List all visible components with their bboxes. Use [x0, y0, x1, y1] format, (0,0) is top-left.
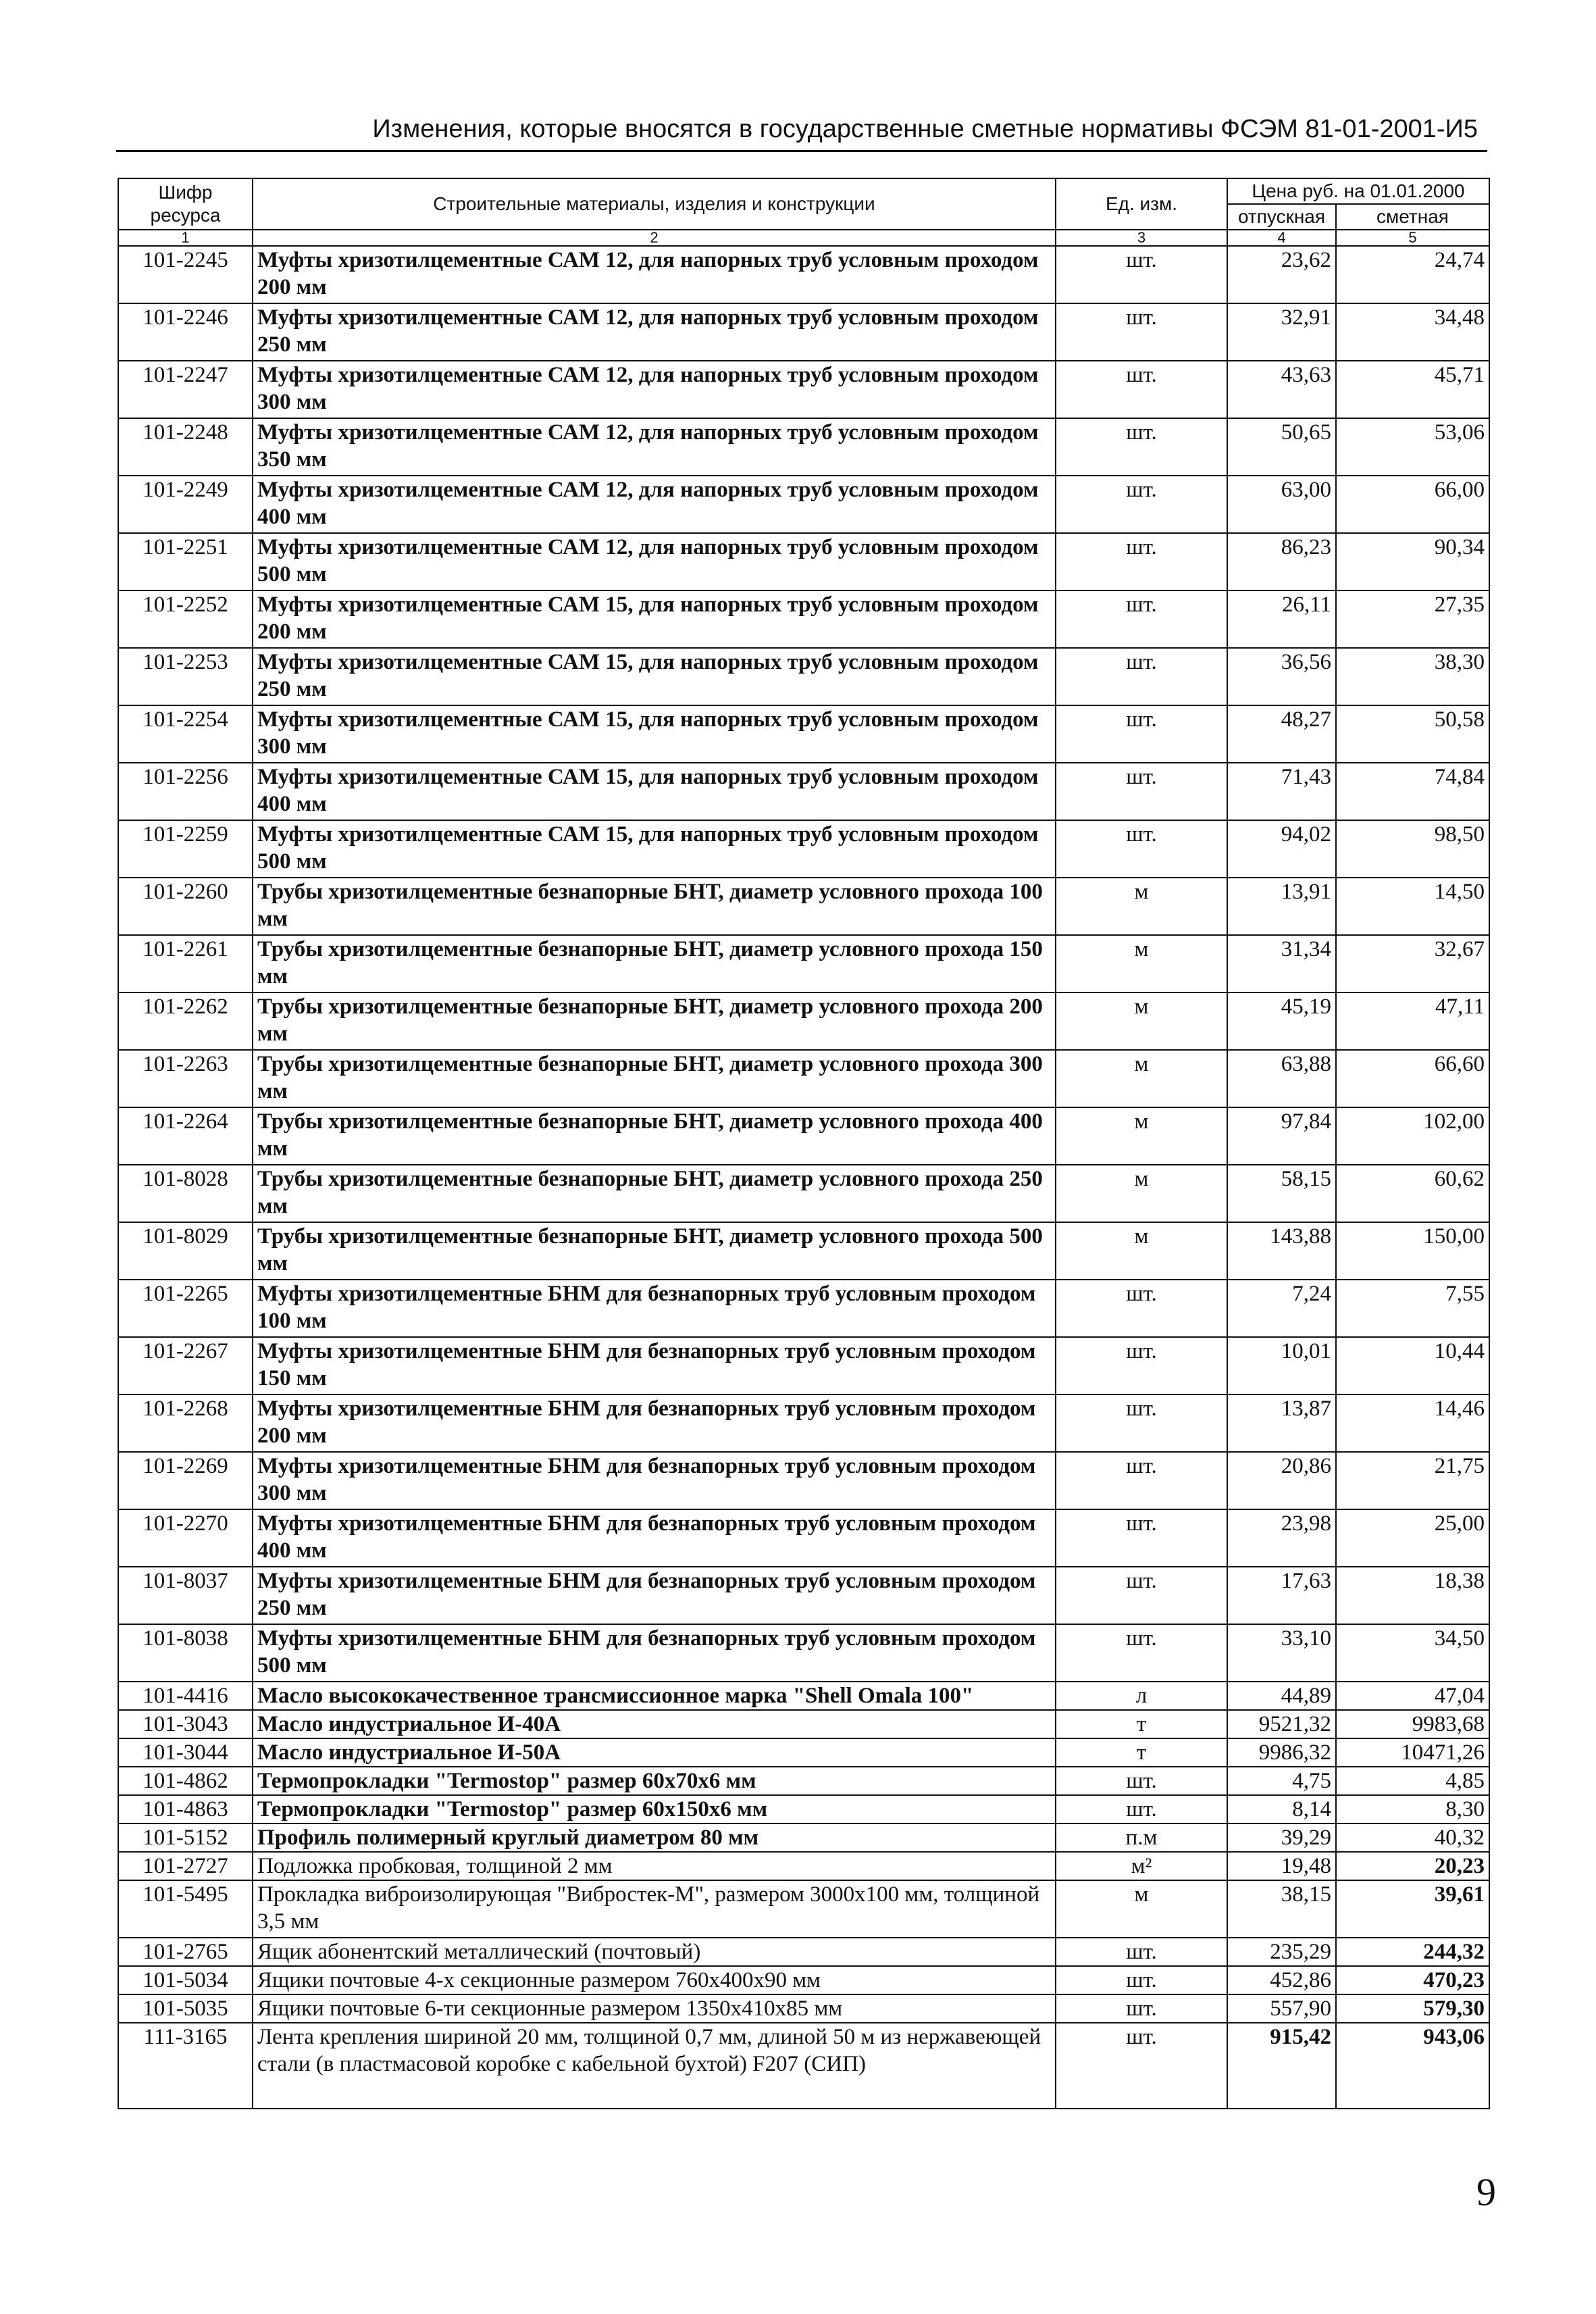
table-row	[118, 1280, 1489, 1337]
unit-cell: шт.	[1056, 648, 1227, 705]
release-price-cell: 10,01	[1227, 1337, 1336, 1394]
resource-code-cell: 101-2265	[118, 1280, 253, 1337]
col-number: 3	[1056, 230, 1227, 246]
estimate-price-cell: 18,38	[1336, 1567, 1489, 1624]
material-name-cell: Муфты хризотилцементные БНМ для безнапорных труб условным проходом 100 мм	[253, 1280, 1056, 1337]
estimate-price-cell: 150,00	[1336, 1222, 1489, 1280]
estimate-price-cell: 38,30	[1336, 648, 1489, 705]
material-name-cell: Муфты хризотилцементные САМ 12, для напорных труб условным проходом 400 мм	[253, 476, 1056, 533]
release-price-cell: 94,02	[1227, 820, 1336, 878]
table-row	[118, 2023, 1489, 2109]
table-row	[118, 1050, 1489, 1107]
col-header-price: Цена руб. на 01.01.2000	[1227, 178, 1489, 204]
table-row	[118, 878, 1489, 935]
material-name-cell: Термопрокладки "Termostop" размер 60х150х6 мм	[253, 1795, 1056, 1823]
release-price-cell: 36,56	[1227, 648, 1336, 705]
resource-code-cell: 101-8038	[118, 1624, 253, 1682]
material-name-cell: Муфты хризотилцементные БНМ для безнапорных труб условным проходом 500 мм	[253, 1624, 1056, 1682]
unit-cell: п.м	[1056, 1823, 1227, 1852]
col-header-estimate-price: сметная	[1336, 204, 1489, 230]
resource-code-cell: 101-2262	[118, 992, 253, 1050]
estimate-price-cell: 25,00	[1336, 1509, 1489, 1567]
resource-code-cell: 101-2249	[118, 476, 253, 533]
release-price-cell: 44,89	[1227, 1682, 1336, 1710]
unit-cell: шт.	[1056, 533, 1227, 590]
estimate-price-cell: 10,44	[1336, 1337, 1489, 1394]
material-name-cell: Муфты хризотилцементные САМ 12, для напорных труб условным проходом 350 мм	[253, 418, 1056, 476]
material-name-cell: Масло индустриальное И-40А	[253, 1710, 1056, 1738]
material-name-cell: Муфты хризотилцементные САМ 15, для напорных труб условным проходом 250 мм	[253, 648, 1056, 705]
table-row	[118, 1165, 1489, 1222]
estimate-price-cell: 27,35	[1336, 590, 1489, 648]
estimate-price-cell: 45,71	[1336, 361, 1489, 418]
table-row	[118, 1682, 1489, 1710]
release-price-cell: 4,75	[1227, 1767, 1336, 1795]
resource-code-cell: 111-3165	[118, 2023, 253, 2109]
release-price-cell: 557,90	[1227, 1994, 1336, 2023]
release-price-cell: 43,63	[1227, 361, 1336, 418]
unit-cell: шт.	[1056, 1567, 1227, 1624]
unit-cell: шт.	[1056, 246, 1227, 303]
release-price-cell: 19,48	[1227, 1852, 1336, 1880]
release-price-cell: 23,62	[1227, 246, 1336, 303]
table-row	[118, 246, 1489, 303]
resource-code-cell: 101-2260	[118, 878, 253, 935]
table-row	[118, 1107, 1489, 1165]
release-price-cell: 97,84	[1227, 1107, 1336, 1165]
release-price-cell: 33,10	[1227, 1624, 1336, 1682]
release-price-cell: 45,19	[1227, 992, 1336, 1050]
material-name-cell: Муфты хризотилцементные БНМ для безнапорных труб условным проходом 150 мм	[253, 1337, 1056, 1394]
release-price-cell: 50,65	[1227, 418, 1336, 476]
table-row	[118, 1738, 1489, 1767]
table-head	[118, 178, 1489, 246]
col-number: 2	[253, 230, 1056, 246]
resource-code-cell: 101-3043	[118, 1710, 253, 1738]
estimate-price-cell: 98,50	[1336, 820, 1489, 878]
release-price-cell: 38,15	[1227, 1880, 1336, 1938]
resource-code-cell: 101-4416	[118, 1682, 253, 1710]
release-price-cell: 13,91	[1227, 878, 1336, 935]
resource-code-cell: 101-2253	[118, 648, 253, 705]
release-price-cell: 23,98	[1227, 1509, 1336, 1567]
material-name-cell: Трубы хризотилцементные безнапорные БНТ, диаметр условного прохода 250 мм	[253, 1165, 1056, 1222]
unit-cell: шт.	[1056, 1624, 1227, 1682]
page-number: 9	[1476, 2170, 1496, 2214]
material-name-cell: Трубы хризотилцементные безнапорные БНТ, диаметр условного прохода 300 мм	[253, 1050, 1056, 1107]
resource-code-cell: 101-2251	[118, 533, 253, 590]
material-name-cell: Трубы хризотилцементные безнапорные БНТ, диаметр условного прохода 150 мм	[253, 935, 1056, 992]
estimate-price-cell: 470,23	[1336, 1966, 1489, 1994]
material-name-cell: Муфты хризотилцементные БНМ для безнапорных труб условным проходом 250 мм	[253, 1567, 1056, 1624]
table-row	[118, 1966, 1489, 1994]
table-row	[118, 1795, 1489, 1823]
estimate-price-cell: 9983,68	[1336, 1710, 1489, 1738]
unit-cell: м	[1056, 935, 1227, 992]
resource-code-cell: 101-3044	[118, 1738, 253, 1767]
estimate-price-cell: 53,06	[1336, 418, 1489, 476]
unit-cell: шт.	[1056, 361, 1227, 418]
material-name-cell: Профиль полимерный круглый диаметром 80 мм	[253, 1823, 1056, 1852]
material-name-cell: Муфты хризотилцементные БНМ для безнапорных труб условным проходом 300 мм	[253, 1452, 1056, 1509]
unit-cell: шт.	[1056, 1767, 1227, 1795]
release-price-cell: 63,00	[1227, 476, 1336, 533]
estimate-price-cell: 47,11	[1336, 992, 1489, 1050]
unit-cell: шт.	[1056, 418, 1227, 476]
estimate-price-cell: 10471,26	[1336, 1738, 1489, 1767]
resource-code-cell: 101-4862	[118, 1767, 253, 1795]
unit-cell: шт.	[1056, 1337, 1227, 1394]
table-row	[118, 820, 1489, 878]
material-name-cell: Трубы хризотилцементные безнапорные БНТ, диаметр условного прохода 100 мм	[253, 878, 1056, 935]
release-price-cell: 26,11	[1227, 590, 1336, 648]
table-row	[118, 1710, 1489, 1738]
material-name-cell: Лента крепления шириной 20 мм, толщиной 0,7 мм, длиной 50 м из нержавеющей стали (в пластмасовой коробке с кабельной бухтой) F207 (СИП)	[253, 2023, 1056, 2109]
estimate-price-cell: 66,00	[1336, 476, 1489, 533]
material-name-cell: Муфты хризотилцементные САМ 12, для напорных труб условным проходом 300 мм	[253, 361, 1056, 418]
resource-code-cell: 101-2268	[118, 1394, 253, 1452]
estimate-price-cell: 34,50	[1336, 1624, 1489, 1682]
estimate-price-cell: 24,74	[1336, 246, 1489, 303]
estimate-price-cell: 14,50	[1336, 878, 1489, 935]
unit-cell: шт.	[1056, 1509, 1227, 1567]
release-price-cell: 8,14	[1227, 1795, 1336, 1823]
material-name-cell: Трубы хризотилцементные безнапорные БНТ, диаметр условного прохода 500 мм	[253, 1222, 1056, 1280]
material-name-cell: Подложка пробковая, толщиной 2 мм	[253, 1852, 1056, 1880]
unit-cell: шт.	[1056, 1994, 1227, 2023]
material-name-cell: Ящик абонентский металлический (почтовый)	[253, 1938, 1056, 1966]
resource-code-cell: 101-2245	[118, 246, 253, 303]
estimate-price-cell: 7,55	[1336, 1280, 1489, 1337]
release-price-cell: 9986,32	[1227, 1738, 1336, 1767]
resource-code-cell: 101-5035	[118, 1994, 253, 2023]
material-name-cell: Муфты хризотилцементные САМ 15, для напорных труб условным проходом 300 мм	[253, 705, 1056, 763]
release-price-cell: 9521,32	[1227, 1710, 1336, 1738]
material-name-cell: Муфты хризотилцементные САМ 15, для напорных труб условным проходом 200 мм	[253, 590, 1056, 648]
material-name-cell: Муфты хризотилцементные САМ 12, для напорных труб условным проходом 250 мм	[253, 303, 1056, 361]
unit-cell: шт.	[1056, 1795, 1227, 1823]
resource-code-cell: 101-2247	[118, 361, 253, 418]
unit-cell: шт.	[1056, 2023, 1227, 2109]
resource-price-table	[118, 178, 1490, 2109]
col-header-release-price: отпускная	[1227, 204, 1336, 230]
table-row	[118, 1452, 1489, 1509]
estimate-price-cell: 66,60	[1336, 1050, 1489, 1107]
unit-cell: шт.	[1056, 1938, 1227, 1966]
resource-code-cell: 101-2727	[118, 1852, 253, 1880]
release-price-cell: 17,63	[1227, 1567, 1336, 1624]
material-name-cell: Муфты хризотилцементные БНМ для безнапорных труб условным проходом 200 мм	[253, 1394, 1056, 1452]
resource-code-cell: 101-2269	[118, 1452, 253, 1509]
table-row	[118, 476, 1489, 533]
material-name-cell: Прокладка виброизолирующая "Вибростек-М", размером 3000х100 мм, толщиной 3,5 мм	[253, 1880, 1056, 1938]
unit-cell: м	[1056, 992, 1227, 1050]
table-row	[118, 763, 1489, 820]
table-row	[118, 590, 1489, 648]
estimate-price-cell: 39,61	[1336, 1880, 1489, 1938]
material-name-cell: Муфты хризотилцементные САМ 12, для напорных труб условным проходом 200 мм	[253, 246, 1056, 303]
table-body	[118, 246, 1489, 2109]
table-row	[118, 1394, 1489, 1452]
resource-code-cell: 101-4863	[118, 1795, 253, 1823]
estimate-price-cell: 47,04	[1336, 1682, 1489, 1710]
table-row	[118, 1509, 1489, 1567]
resource-code-cell: 101-2252	[118, 590, 253, 648]
unit-cell: шт.	[1056, 1394, 1227, 1452]
col-number: 1	[118, 230, 253, 246]
unit-cell: м	[1056, 1222, 1227, 1280]
material-name-cell: Ящики почтовые 6-ти секционные размером 1350х410х85 мм	[253, 1994, 1056, 2023]
material-name-cell: Масло высококачественное трансмиссионное марка "Shell Omala 100"	[253, 1682, 1056, 1710]
table-row	[118, 1880, 1489, 1938]
page-header: Изменения, которые вносятся в государственные сметные нормативы ФСЭМ 81-01-2001-И5	[372, 115, 1478, 143]
release-price-cell: 7,24	[1227, 1280, 1336, 1337]
resource-code-cell: 101-2246	[118, 303, 253, 361]
table-row	[118, 1994, 1489, 2023]
unit-cell: шт.	[1056, 1452, 1227, 1509]
resource-code-cell: 101-2267	[118, 1337, 253, 1394]
resource-code-cell: 101-5495	[118, 1880, 253, 1938]
estimate-price-cell: 943,06	[1336, 2023, 1489, 2109]
table-row	[118, 648, 1489, 705]
estimate-price-cell: 32,67	[1336, 935, 1489, 992]
resource-code-cell: 101-8029	[118, 1222, 253, 1280]
unit-cell: м	[1056, 1107, 1227, 1165]
resource-code-cell: 101-2263	[118, 1050, 253, 1107]
unit-cell: м²	[1056, 1852, 1227, 1880]
unit-cell: шт.	[1056, 590, 1227, 648]
unit-cell: м	[1056, 1050, 1227, 1107]
unit-cell: т	[1056, 1738, 1227, 1767]
table-row	[118, 1624, 1489, 1682]
release-price-cell: 63,88	[1227, 1050, 1336, 1107]
resource-code-cell: 101-2259	[118, 820, 253, 878]
unit-cell: шт.	[1056, 1966, 1227, 1994]
release-price-cell: 143,88	[1227, 1222, 1336, 1280]
table-row	[118, 1767, 1489, 1795]
unit-cell: шт.	[1056, 1280, 1227, 1337]
material-name-cell: Муфты хризотилцементные САМ 12, для напорных труб условным проходом 500 мм	[253, 533, 1056, 590]
estimate-price-cell: 244,32	[1336, 1938, 1489, 1966]
resource-code-cell: 101-2261	[118, 935, 253, 992]
material-name-cell: Масло индустриальное И-50А	[253, 1738, 1056, 1767]
resource-code-cell: 101-8037	[118, 1567, 253, 1624]
table-row	[118, 1938, 1489, 1966]
release-price-cell: 48,27	[1227, 705, 1336, 763]
release-price-cell: 235,29	[1227, 1938, 1336, 1966]
estimate-price-cell: 34,48	[1336, 303, 1489, 361]
resource-code-cell: 101-2270	[118, 1509, 253, 1567]
release-price-cell: 58,15	[1227, 1165, 1336, 1222]
unit-cell: шт.	[1056, 476, 1227, 533]
table-row	[118, 418, 1489, 476]
release-price-cell: 20,86	[1227, 1452, 1336, 1509]
estimate-price-cell: 74,84	[1336, 763, 1489, 820]
material-name-cell: Муфты хризотилцементные САМ 15, для напорных труб условным проходом 500 мм	[253, 820, 1056, 878]
table-row	[118, 1823, 1489, 1852]
resource-code-cell: 101-5152	[118, 1823, 253, 1852]
col-number: 4	[1227, 230, 1336, 246]
estimate-price-cell: 579,30	[1336, 1994, 1489, 2023]
material-name-cell: Трубы хризотилцементные безнапорные БНТ, диаметр условного прохода 200 мм	[253, 992, 1056, 1050]
release-price-cell: 31,34	[1227, 935, 1336, 992]
table-row	[118, 1567, 1489, 1624]
material-name-cell: Термопрокладки "Termostop" размер 60х70х6 мм	[253, 1767, 1056, 1795]
header-divider	[116, 150, 1487, 152]
unit-cell: т	[1056, 1710, 1227, 1738]
unit-cell: шт.	[1056, 705, 1227, 763]
col-header-unit: Ед. изм.	[1056, 178, 1227, 230]
estimate-price-cell: 8,30	[1336, 1795, 1489, 1823]
column-number-row	[118, 230, 1489, 246]
resource-code-cell: 101-2254	[118, 705, 253, 763]
resource-code-cell: 101-5034	[118, 1966, 253, 1994]
resource-code-cell: 101-8028	[118, 1165, 253, 1222]
release-price-cell: 71,43	[1227, 763, 1336, 820]
material-name-cell: Ящики почтовые 4-х секционные размером 760х400х90 мм	[253, 1966, 1056, 1994]
unit-cell: л	[1056, 1682, 1227, 1710]
table-row	[118, 1852, 1489, 1880]
table-row	[118, 361, 1489, 418]
unit-cell: шт.	[1056, 303, 1227, 361]
estimate-price-cell: 60,62	[1336, 1165, 1489, 1222]
release-price-cell: 915,42	[1227, 2023, 1336, 2109]
release-price-cell: 39,29	[1227, 1823, 1336, 1852]
release-price-cell: 32,91	[1227, 303, 1336, 361]
release-price-cell: 86,23	[1227, 533, 1336, 590]
resource-code-cell: 101-2765	[118, 1938, 253, 1966]
table-row	[118, 992, 1489, 1050]
table-row	[118, 1222, 1489, 1280]
estimate-price-cell: 90,34	[1336, 533, 1489, 590]
resource-code-cell: 101-2256	[118, 763, 253, 820]
estimate-price-cell: 4,85	[1336, 1767, 1489, 1795]
table-row	[118, 303, 1489, 361]
estimate-price-cell: 14,46	[1336, 1394, 1489, 1452]
table-row	[118, 533, 1489, 590]
release-price-cell: 452,86	[1227, 1966, 1336, 1994]
estimate-price-cell: 50,58	[1336, 705, 1489, 763]
unit-cell: шт.	[1056, 820, 1227, 878]
col-header-name: Строительные материалы, изделия и конструкции	[253, 178, 1056, 230]
resource-code-cell: 101-2248	[118, 418, 253, 476]
release-price-cell: 13,87	[1227, 1394, 1336, 1452]
material-name-cell: Муфты хризотилцементные БНМ для безнапорных труб условным проходом 400 мм	[253, 1509, 1056, 1567]
unit-cell: м	[1056, 878, 1227, 935]
estimate-price-cell: 21,75	[1336, 1452, 1489, 1509]
col-header-code: Шифр ресурса	[118, 178, 253, 230]
estimate-price-cell: 40,32	[1336, 1823, 1489, 1852]
table-row	[118, 1337, 1489, 1394]
col-number: 5	[1336, 230, 1489, 246]
table-row	[118, 935, 1489, 992]
unit-cell: м	[1056, 1165, 1227, 1222]
table-row	[118, 705, 1489, 763]
material-name-cell: Трубы хризотилцементные безнапорные БНТ, диаметр условного прохода 400 мм	[253, 1107, 1056, 1165]
resource-code-cell: 101-2264	[118, 1107, 253, 1165]
estimate-price-cell: 20,23	[1336, 1852, 1489, 1880]
unit-cell: шт.	[1056, 763, 1227, 820]
unit-cell: м	[1056, 1880, 1227, 1938]
material-name-cell: Муфты хризотилцементные САМ 15, для напорных труб условным проходом 400 мм	[253, 763, 1056, 820]
estimate-price-cell: 102,00	[1336, 1107, 1489, 1165]
